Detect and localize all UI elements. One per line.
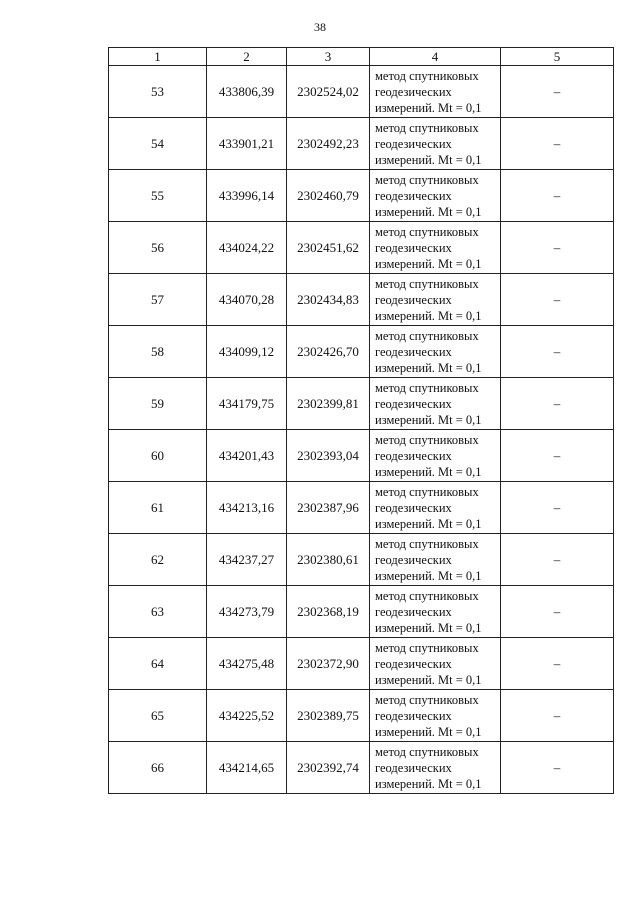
- table-row: [109, 482, 614, 534]
- method-line: измерений. Mt = 0,1: [375, 672, 482, 687]
- table-row: [109, 430, 614, 482]
- column-header-3: 3: [287, 48, 370, 66]
- method-cell: [370, 170, 501, 222]
- point-number-cell: 53: [109, 66, 207, 118]
- note-cell: –: [501, 638, 614, 690]
- column-header-2: 2: [207, 48, 287, 66]
- method-line: метод спутниковых: [375, 172, 479, 187]
- y-coordinate-cell: 2302387,96: [287, 482, 370, 534]
- method-line: геодезических: [375, 136, 452, 151]
- method-line: геодезических: [375, 292, 452, 307]
- x-coordinate-cell: 433806,39: [207, 66, 287, 118]
- note-cell: –: [501, 326, 614, 378]
- method-line: измерений. Mt = 0,1: [375, 308, 482, 323]
- method-line: геодезических: [375, 188, 452, 203]
- method-cell: [370, 690, 501, 742]
- note-cell: –: [501, 378, 614, 430]
- y-coordinate-cell: 2302372,90: [287, 638, 370, 690]
- method-cell: [370, 586, 501, 638]
- method-line: метод спутниковых: [375, 536, 479, 551]
- note-cell: –: [501, 482, 614, 534]
- method-line: геодезических: [375, 552, 452, 567]
- x-coordinate-cell: 434237,27: [207, 534, 287, 586]
- method-cell: [370, 482, 501, 534]
- point-number-cell: 64: [109, 638, 207, 690]
- y-coordinate-cell: 2302460,79: [287, 170, 370, 222]
- x-coordinate-cell: 434179,75: [207, 378, 287, 430]
- point-number-cell: 61: [109, 482, 207, 534]
- method-line: метод спутниковых: [375, 432, 479, 447]
- table-row: [109, 638, 614, 690]
- table-row: [109, 378, 614, 430]
- method-cell: [370, 222, 501, 274]
- method-cell: [370, 326, 501, 378]
- note-cell: –: [501, 118, 614, 170]
- y-coordinate-cell: 2302389,75: [287, 690, 370, 742]
- method-cell: [370, 378, 501, 430]
- y-coordinate-cell: 2302434,83: [287, 274, 370, 326]
- method-line: геодезических: [375, 448, 452, 463]
- method-cell: [370, 274, 501, 326]
- point-number-cell: 58: [109, 326, 207, 378]
- method-line: геодезических: [375, 760, 452, 775]
- method-line: метод спутниковых: [375, 640, 479, 655]
- method-line: геодезических: [375, 500, 452, 515]
- table-header-row: [109, 48, 614, 66]
- method-cell: [370, 742, 501, 794]
- x-coordinate-cell: 434225,52: [207, 690, 287, 742]
- method-line: метод спутниковых: [375, 224, 479, 239]
- method-line: метод спутниковых: [375, 484, 479, 499]
- note-cell: –: [501, 690, 614, 742]
- method-line: измерений. Mt = 0,1: [375, 568, 482, 583]
- point-number-cell: 63: [109, 586, 207, 638]
- y-coordinate-cell: 2302492,23: [287, 118, 370, 170]
- table-row: [109, 326, 614, 378]
- method-cell: [370, 118, 501, 170]
- y-coordinate-cell: 2302399,81: [287, 378, 370, 430]
- column-header-4: 4: [370, 48, 501, 66]
- y-coordinate-cell: 2302392,74: [287, 742, 370, 794]
- method-line: измерений. Mt = 0,1: [375, 100, 482, 115]
- method-cell: [370, 430, 501, 482]
- x-coordinate-cell: 434275,48: [207, 638, 287, 690]
- y-coordinate-cell: 2302524,02: [287, 66, 370, 118]
- method-line: метод спутниковых: [375, 276, 479, 291]
- method-line: геодезических: [375, 604, 452, 619]
- method-line: измерений. Mt = 0,1: [375, 256, 482, 271]
- table-body: [109, 66, 614, 794]
- table-row: [109, 534, 614, 586]
- method-line: геодезических: [375, 396, 452, 411]
- table-row: [109, 170, 614, 222]
- method-cell: [370, 66, 501, 118]
- note-cell: –: [501, 274, 614, 326]
- method-line: измерений. Mt = 0,1: [375, 724, 482, 739]
- method-line: метод спутниковых: [375, 120, 479, 135]
- y-coordinate-cell: 2302426,70: [287, 326, 370, 378]
- method-line: метод спутниковых: [375, 328, 479, 343]
- table-row: [109, 118, 614, 170]
- method-line: измерений. Mt = 0,1: [375, 516, 482, 531]
- note-cell: –: [501, 534, 614, 586]
- page-number: 38: [314, 20, 326, 34]
- table-row: [109, 690, 614, 742]
- point-number-cell: 60: [109, 430, 207, 482]
- method-line: измерений. Mt = 0,1: [375, 204, 482, 219]
- point-number-cell: 55: [109, 170, 207, 222]
- table-row: [109, 742, 614, 794]
- x-coordinate-cell: 433901,21: [207, 118, 287, 170]
- note-cell: –: [501, 742, 614, 794]
- method-line: измерений. Mt = 0,1: [375, 152, 482, 167]
- x-coordinate-cell: 434273,79: [207, 586, 287, 638]
- point-number-cell: 54: [109, 118, 207, 170]
- x-coordinate-cell: 434201,43: [207, 430, 287, 482]
- point-number-cell: 59: [109, 378, 207, 430]
- method-line: измерений. Mt = 0,1: [375, 620, 482, 635]
- y-coordinate-cell: 2302368,19: [287, 586, 370, 638]
- x-coordinate-cell: 434214,65: [207, 742, 287, 794]
- method-line: геодезических: [375, 344, 452, 359]
- method-line: метод спутниковых: [375, 68, 479, 83]
- x-coordinate-cell: 434099,12: [207, 326, 287, 378]
- method-line: измерений. Mt = 0,1: [375, 776, 482, 791]
- point-number-cell: 56: [109, 222, 207, 274]
- method-line: измерений. Mt = 0,1: [375, 412, 482, 427]
- note-cell: –: [501, 430, 614, 482]
- method-line: измерений. Mt = 0,1: [375, 464, 482, 479]
- note-cell: –: [501, 586, 614, 638]
- x-coordinate-cell: 434070,28: [207, 274, 287, 326]
- note-cell: –: [501, 170, 614, 222]
- method-line: геодезических: [375, 84, 452, 99]
- method-line: измерений. Mt = 0,1: [375, 360, 482, 375]
- table-row: [109, 274, 614, 326]
- note-cell: –: [501, 66, 614, 118]
- method-line: геодезических: [375, 656, 452, 671]
- point-number-cell: 66: [109, 742, 207, 794]
- method-line: геодезических: [375, 708, 452, 723]
- y-coordinate-cell: 2302380,61: [287, 534, 370, 586]
- method-cell: [370, 638, 501, 690]
- y-coordinate-cell: 2302393,04: [287, 430, 370, 482]
- coordinates-table: [108, 47, 614, 794]
- point-number-cell: 65: [109, 690, 207, 742]
- point-number-cell: 57: [109, 274, 207, 326]
- table-row: [109, 586, 614, 638]
- point-number-cell: 62: [109, 534, 207, 586]
- x-coordinate-cell: 434213,16: [207, 482, 287, 534]
- column-header-1: 1: [109, 48, 207, 66]
- method-line: метод спутниковых: [375, 692, 479, 707]
- method-line: метод спутниковых: [375, 588, 479, 603]
- method-cell: [370, 534, 501, 586]
- table-row: [109, 66, 614, 118]
- x-coordinate-cell: 433996,14: [207, 170, 287, 222]
- column-header-5: 5: [501, 48, 614, 66]
- method-line: геодезических: [375, 240, 452, 255]
- method-line: метод спутниковых: [375, 380, 479, 395]
- method-line: метод спутниковых: [375, 744, 479, 759]
- note-cell: –: [501, 222, 614, 274]
- y-coordinate-cell: 2302451,62: [287, 222, 370, 274]
- x-coordinate-cell: 434024,22: [207, 222, 287, 274]
- table-row: [109, 222, 614, 274]
